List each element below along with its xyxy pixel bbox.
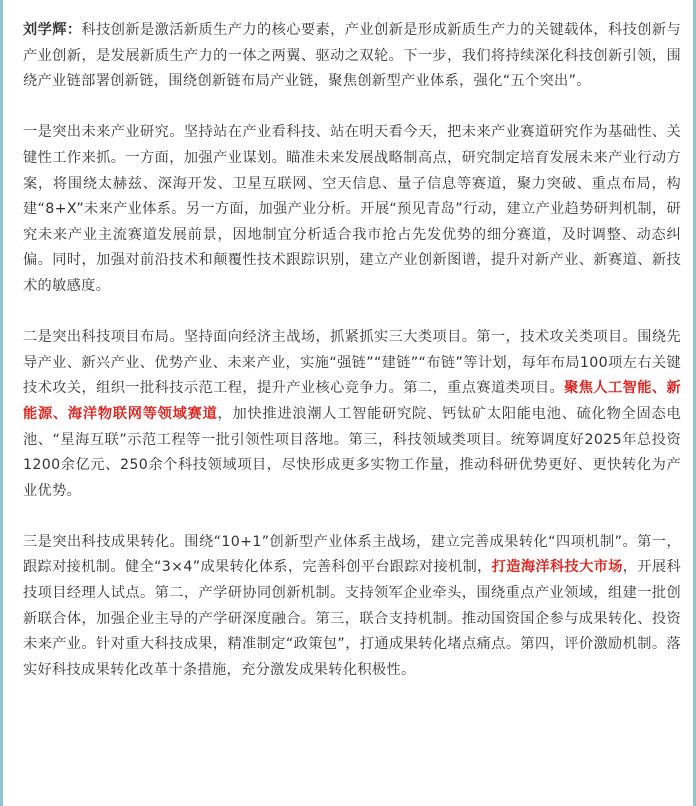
- paragraph-text: ，加快推进浪潮人工智能研究院、钙钛矿太阳能电池、硫化物全固态电池、“星海互联”示范工程等一批引领性项目落地。第三，科技领域类项目。统筹调度好2025年总投资1200余亿元、250余个科技领域项目，尽快形成更多实物工作量，推动科研优势更好、更快转化为产业优势。: [23, 405, 681, 499]
- paragraph-point-3: [23, 530, 681, 684]
- paragraph-text: 二是突出科技项目布局。坚持面向经济主战场，抓紧抓实三大类项目。第一，技术攻关类项目。围绕先导产业、新兴产业、优势产业、未来产业，实施“强链”“建链”“布链”等计划，每年布局100项左右关键技术攻关，组织一批科技示范工程，提升产业核心竞争力。第二，重点赛道类项目。: [23, 329, 681, 397]
- highlight-text: 聚焦人工智能、新能源、海洋物联网等领域赛道: [23, 380, 681, 422]
- paragraph-text: ，开展科技项目经理人试点。第二，产学研协同创新机制。支持领军企业牵头，围绕重点产业领域，组建一批创新联合体，加强企业主导的产学研深度融合。第三，联合支持机制。推动国资国企参与成果转化、投资未来产业。针对重大科技成果，精准制定“政策包”，打通成果转化堵点痛点。第四，评价激励机制。落实好科技成果转化改革十条措施，充分激发成果转化积极性。: [23, 559, 682, 678]
- paragraph-text: 科技创新是激活新质生产力的核心要素，产业创新是形成新质生产力的关键载体，科技创新与产业创新，是发展新质生产力的一体之两翼、驱动之双轮。下一步，我们将持续深化科技创新引领，围绕产业链部署创新链，围绕创新链布局产业链，聚焦创新型产业体系，强化“五个突出”。: [23, 22, 681, 90]
- paragraph-intro: [23, 18, 681, 95]
- paragraph-point-1: [23, 120, 681, 299]
- paragraph-text: 三是突出科技成果转化。围绕“10+1”创新型产业体系主战场，建立完善成果转化“四项机制”。第一，跟踪对接机制。健全“3×4”成果转化体系，完善科创平台跟踪对接机制，: [23, 533, 681, 576]
- paragraph-text: 一是突出未来产业研究。坚持站在产业看科技、站在明天看今天，把未来产业赛道研究作为基础性、关键性工作来抓。一方面，加强产业谋划。瞄准未来发展战略制高点，研究制定培育发展未来产业行动方案，将围绕太赫兹、深海开发、卫星互联网、空天信息、量子信息等赛道，聚力突破、重点布局，构建“8+X”未来产业体系。另一方面，加强产业分析。开展“预见青岛”行动，建立产业趋势研判机制，研究未来产业主流赛道发展前景，因地制宜分析适合我市抢占先发优势的细分赛道，及时调整、动态纠偏。同时，加强对前沿技术和颠覆性技术跟踪识别，建立产业创新图谱，提升对新产业、新赛道、新技术的敏感度。: [23, 124, 681, 294]
- paragraph-point-2: [23, 325, 681, 504]
- article-body: [23, 18, 681, 709]
- speaker-name: 刘学辉：: [23, 22, 82, 38]
- highlight-text: 打造海洋科技大市场: [491, 559, 623, 576]
